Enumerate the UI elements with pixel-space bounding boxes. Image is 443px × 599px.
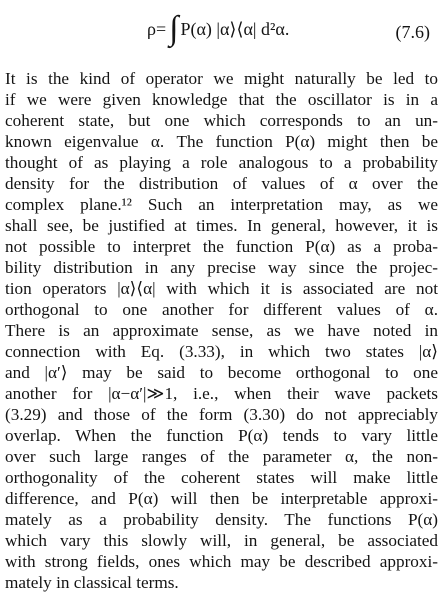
text-line: mately as a probability density. The functions P(α) bbox=[5, 510, 438, 529]
text-line: mately in classical terms. bbox=[5, 573, 179, 592]
text-line: orthogonality of the coherent states will make little bbox=[5, 468, 438, 487]
text-line: shall see, be justified at times. In general, however, it is bbox=[5, 216, 438, 235]
text-line: connection with Eq. (3.33), in which two states |α⟩ bbox=[5, 342, 438, 361]
text-line: (3.29) and those of the form (3.30) do not appreciably bbox=[5, 405, 438, 424]
text-line: It is the kind of operator we might naturally be led to bbox=[5, 69, 438, 88]
text-line: with strong fields, ones which may be described approxi- bbox=[5, 552, 438, 571]
equation-number: (7.6) bbox=[395, 22, 430, 42]
equation-rhs: P(α) |α⟩⟨α| d²α. bbox=[180, 19, 290, 39]
equation bbox=[147, 9, 290, 47]
text-line: density for the distribution of values of α over the bbox=[5, 174, 438, 193]
equation-row bbox=[5, 0, 438, 68]
text-line: bility distribution in any precise way since the projec- bbox=[5, 258, 438, 277]
text-line: overlap. When the function P(α) tends to vary little bbox=[5, 426, 438, 445]
text-line: There is an approximate sense, as we have noted in bbox=[5, 321, 438, 340]
text-line: thought of as playing a role analogous to a probability bbox=[5, 153, 438, 172]
integral-sign: ∫ bbox=[169, 9, 179, 47]
page bbox=[5, 0, 438, 599]
text-line: difference, and P(α) will then be interpretable approxi- bbox=[5, 489, 438, 508]
body-paragraph bbox=[5, 68, 438, 593]
text-line: if we were given knowledge that the oscillator is in a bbox=[5, 90, 438, 109]
equation-lhs: ρ= bbox=[147, 19, 167, 39]
text-line: which vary this slowly will, in general, be associated bbox=[5, 531, 438, 550]
text-line: known eigenvalue α. The function P(α) might then be bbox=[5, 132, 438, 151]
text-line: over such large ranges of the parameter α, the non- bbox=[5, 447, 438, 466]
text-line: not possible to interpret the function P(α) as a proba- bbox=[5, 237, 438, 256]
text-line: another for |α−α′|≫1, i.e., when their wave packets bbox=[5, 384, 438, 403]
text-line: and |α′⟩ may be said to become orthogonal to one bbox=[5, 363, 438, 382]
text-line: tion operators |α⟩⟨α| with which it is associated are not bbox=[5, 279, 438, 298]
text-line: coherent state, but one which corresponds to an un- bbox=[5, 111, 438, 130]
text-line: orthogonal to one another for different values of α. bbox=[5, 300, 438, 319]
text-line: complex plane.¹² Such an interpretation may, as we bbox=[5, 195, 438, 214]
